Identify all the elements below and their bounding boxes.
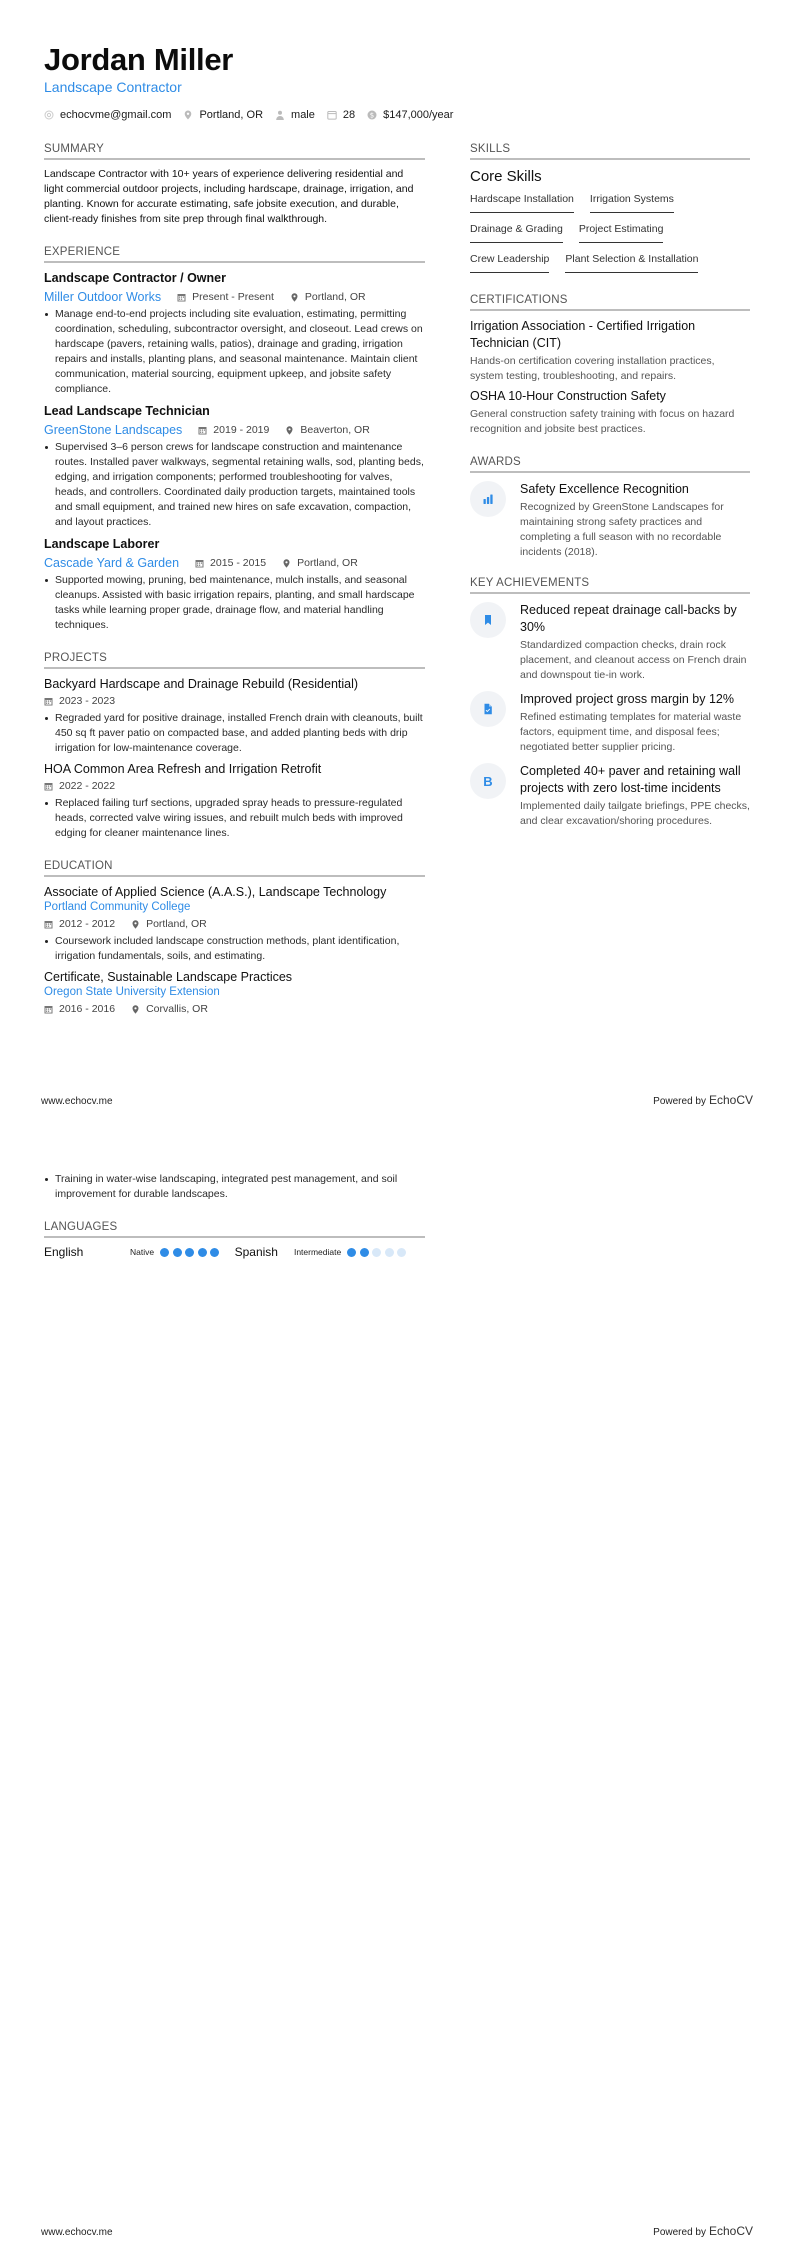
job-location: Portland, OR (290, 289, 366, 305)
education-bullets (44, 934, 425, 964)
project-dates: 2022 - 2022 (44, 778, 115, 794)
contact-gender (275, 109, 315, 121)
awards-section (470, 455, 750, 560)
award-desc: Recognized by GreenStone Landscapes for maintaining strong safety practices and completing a full season with no recordable incidents (2018). (520, 501, 724, 558)
company-name: Miller Outdoor Works (44, 290, 162, 304)
document-check-icon (470, 691, 506, 727)
footer-powered: Powered by EchoCV (653, 2224, 753, 2238)
proficiency-dot-empty (397, 1248, 406, 1257)
certification-desc: Hands-on certification covering installation practices, system testing, troubleshooting, and repairs. (470, 355, 715, 382)
job-dates: 2015 - 2015 (195, 555, 266, 571)
degree: Associate of Applied Science (A.A.S.), Landscape Technology (44, 885, 387, 899)
education-meta (44, 916, 425, 932)
job-meta (44, 422, 425, 438)
location-pin-icon (282, 559, 291, 568)
contact-gender-text: male (291, 109, 315, 121)
footer-website[interactable]: www.echocv.me (41, 1096, 113, 1107)
education-bullets (44, 1172, 425, 1202)
contact-age-text: 28 (342, 109, 356, 121)
certification-title: Irrigation Association - Certified Irrigation Technician (CIT) (470, 319, 696, 350)
proficiency-dot-filled (160, 1248, 169, 1257)
project-item (44, 676, 425, 756)
job-dates: 2019 - 2019 (198, 422, 269, 438)
degree: Certificate, Sustainable Landscape Practices (44, 970, 293, 984)
skill-tag: Plant Selection & Installation (565, 249, 698, 273)
summary-section (44, 142, 425, 227)
skill-tag: Irrigation Systems (590, 189, 674, 213)
footer-brand: EchoCV (708, 1093, 753, 1107)
page-footer (41, 2224, 753, 2238)
experience-item (44, 270, 425, 397)
proficiency-dot-filled (185, 1248, 194, 1257)
company-name: Cascade Yard & Garden (44, 556, 180, 570)
project-bullets (44, 796, 425, 841)
education-section (44, 859, 425, 1017)
education-item (44, 969, 425, 1017)
job-title: Lead Landscape Technician (44, 404, 210, 418)
section-heading: PROJECTS (44, 651, 425, 669)
bar-chart-icon (470, 481, 506, 517)
education-location: Portland, OR (131, 916, 207, 932)
skill-tag: Drainage & Grading (470, 219, 563, 243)
person-icon (275, 110, 285, 120)
language-level: Native (130, 1247, 155, 1257)
project-meta (44, 778, 425, 794)
section-heading: SKILLS (470, 142, 750, 160)
contact-salary (367, 109, 453, 121)
skills-group-title: Core Skills (470, 168, 542, 185)
certification-item (470, 388, 750, 437)
job-bullet: Supervised 3–6 person crews for landscape construction and maintenance routes. Installed paver walkways, segmental retaining walls, sod, planting beds, edging, and irrigation components; performed troubleshooting for valves, heads, and controllers. Coordinated daily production targets, maintained tools and small equipment, and trained new hires on safe excavation, compaction, and layout practices. (44, 440, 425, 530)
skill-tag: Crew Leadership (470, 249, 549, 273)
location-pin-icon (131, 920, 140, 929)
company-name: GreenStone Landscapes (44, 423, 183, 437)
certification-title: OSHA 10-Hour Construction Safety (470, 389, 666, 403)
languages-section (44, 1220, 425, 1259)
bookmark-icon (470, 602, 506, 638)
proficiency-dot-filled (173, 1248, 182, 1257)
svg-text:$: $ (369, 111, 375, 120)
project-title: Backyard Hardscape and Drainage Rebuild (Residential) (44, 677, 359, 691)
location-pin-icon (290, 293, 299, 302)
location-pin-icon (183, 110, 193, 120)
candidate-name: Jordan Miller (44, 42, 234, 77)
school: Oregon State University Extension (44, 986, 220, 998)
job-bullets (44, 573, 425, 633)
education-dates: 2016 - 2016 (44, 1001, 115, 1017)
job-title: Landscape Contractor / Owner (44, 271, 226, 285)
proficiency-dot-filled (210, 1248, 219, 1257)
education-dates: 2012 - 2012 (44, 916, 115, 932)
achievement-desc: Implemented daily tailgate briefings, PPE checks, and clear excavation/shoring procedures. (520, 800, 750, 827)
achievement-title: Completed 40+ paver and retaining wall projects with zero lost-time incidents (520, 764, 741, 795)
location-pin-icon (285, 426, 294, 435)
project-meta (44, 693, 425, 709)
calendar-icon (44, 1005, 53, 1014)
job-location: Portland, OR (282, 555, 358, 571)
job-dates: Present - Present (177, 289, 274, 305)
left-column (44, 142, 425, 1031)
project-bullets (44, 711, 425, 756)
calendar-icon (327, 110, 337, 120)
projects-section (44, 651, 425, 841)
location-pin-icon (131, 1005, 140, 1014)
skill-tag: Hardscape Installation (470, 189, 574, 213)
calendar-icon (195, 559, 204, 568)
award-title: Safety Excellence Recognition (520, 482, 689, 496)
experience-section (44, 245, 425, 633)
contact-email-text: echocvme@gmail.com (60, 109, 172, 121)
page-two-continuation (44, 1170, 425, 1273)
language-name: English (44, 1245, 84, 1259)
project-title: HOA Common Area Refresh and Irrigation Retrofit (44, 762, 322, 776)
language-level: Intermediate (293, 1247, 342, 1257)
achievement-item (470, 602, 750, 683)
contact-age (327, 109, 355, 121)
section-heading: AWARDS (470, 455, 750, 473)
contact-location-text: Portland, OR (199, 109, 264, 121)
achievements-section (470, 576, 750, 829)
job-bullet: Manage end-to-end projects including site evaluation, estimating, permitting coordination, scheduling, subcontractor oversight, and closeout. Lead crews on hardscape (pavers, retaining walls, patios), drainage and grading, irrigation repairs and installs, planting plans, and seasonal maintenance. Maintain client communication, material sourcing, equipment upkeep, and jobsite safety compliance. (44, 307, 425, 397)
page-footer (41, 1093, 753, 1107)
education-bullet: Training in water-wise landscaping, integrated pest management, and soil improvement for durable landscapes. (44, 1172, 425, 1202)
achievement-item (470, 763, 750, 829)
section-heading: EDUCATION (44, 859, 425, 877)
achievement-desc: Standardized compaction checks, drain rock placement, and cleanout access on French drain and downspout tie-in work. (520, 639, 747, 681)
project-item (44, 761, 425, 841)
at-icon (44, 110, 54, 120)
section-heading: EXPERIENCE (44, 245, 425, 263)
achievement-item (470, 691, 750, 755)
footer-powered: Powered by EchoCV (653, 1093, 753, 1107)
achievement-desc: Refined estimating templates for material waste factors, equipment time, and disposal fees; negotiated better supplier pricing. (520, 711, 742, 753)
award-item (470, 481, 750, 560)
education-meta (44, 1001, 425, 1017)
achievement-title: Improved project gross margin by 12% (520, 692, 734, 706)
skill-tags (470, 189, 750, 279)
section-heading: KEY ACHIEVEMENTS (470, 576, 750, 594)
skills-section (470, 142, 750, 279)
letter-b-icon: B (470, 763, 506, 799)
proficiency-dot-filled (347, 1248, 356, 1257)
proficiency-dot-filled (360, 1248, 369, 1257)
certification-desc: General construction safety training with focus on hazard recognition and jobsite best practices. (470, 408, 735, 435)
job-bullet: Supported mowing, pruning, bed maintenance, mulch installs, and seasonal cleanups. Assisted with basic irrigation repairs, planting, and small hardscape tasks while learning proper grade, drainage flow, and material handling techniques. (44, 573, 425, 633)
job-location: Beaverton, OR (285, 422, 369, 438)
right-column (470, 142, 750, 843)
job-meta (44, 555, 425, 571)
footer-website[interactable]: www.echocv.me (41, 2227, 113, 2238)
job-meta (44, 289, 425, 305)
candidate-title: Landscape Contractor (44, 79, 182, 95)
resume-header (44, 42, 764, 121)
proficiency-dot-filled (198, 1248, 207, 1257)
skill-tag: Project Estimating (579, 219, 664, 243)
contact-location (183, 109, 263, 121)
language-proficiency-dots (347, 1248, 410, 1257)
experience-item (44, 536, 425, 633)
proficiency-dot-empty (372, 1248, 381, 1257)
project-bullet: Regraded yard for positive drainage, installed French drain with cleanouts, built 450 sq ft paver patio on compacted base, and added planting beds with drip irrigation for low-maintenance coverage. (44, 711, 425, 756)
languages-row (44, 1245, 425, 1259)
job-bullets (44, 307, 425, 397)
contact-row (44, 109, 764, 121)
dollar-circle-icon (367, 110, 377, 120)
project-dates: 2023 - 2023 (44, 693, 115, 709)
language-proficiency-dots (160, 1248, 223, 1257)
contact-email[interactable] (44, 109, 171, 121)
summary-text: Landscape Contractor with 10+ years of experience delivering residential and light commercial outdoor projects, including hardscape, drainage, irrigation, and planting. Known for accurate estimating, safe jobsite execution, and durable, client-ready finishes from site prep through final walkthrough. (44, 168, 414, 225)
calendar-icon (44, 920, 53, 929)
footer-brand: EchoCV (708, 2224, 753, 2238)
language-name: Spanish (234, 1245, 278, 1259)
school: Portland Community College (44, 901, 191, 913)
education-location: Corvallis, OR (131, 1001, 208, 1017)
calendar-icon (44, 697, 53, 706)
job-bullets (44, 440, 425, 530)
education-item (44, 884, 425, 964)
calendar-icon (198, 426, 207, 435)
section-heading: SUMMARY (44, 142, 425, 160)
contact-salary-text: $147,000/year (383, 109, 454, 121)
section-heading: LANGUAGES (44, 1220, 425, 1238)
job-title: Landscape Laborer (44, 537, 160, 551)
project-bullet: Replaced failing turf sections, upgraded spray heads to pressure-regulated heads, corrected valve wiring issues, and rebuilt mulch beds with improved edging for cleaner maintenance lines. (44, 796, 425, 841)
certification-item (470, 318, 750, 384)
calendar-icon (44, 782, 53, 791)
calendar-icon (177, 293, 186, 302)
proficiency-dot-empty (385, 1248, 394, 1257)
section-heading: CERTIFICATIONS (470, 293, 750, 311)
education-bullet: Coursework included landscape construction methods, plant identification, irrigation fundamentals, soils, and estimating. (44, 934, 425, 964)
certifications-section (470, 293, 750, 437)
experience-item (44, 403, 425, 530)
achievement-title: Reduced repeat drainage call-backs by 30% (520, 603, 737, 634)
